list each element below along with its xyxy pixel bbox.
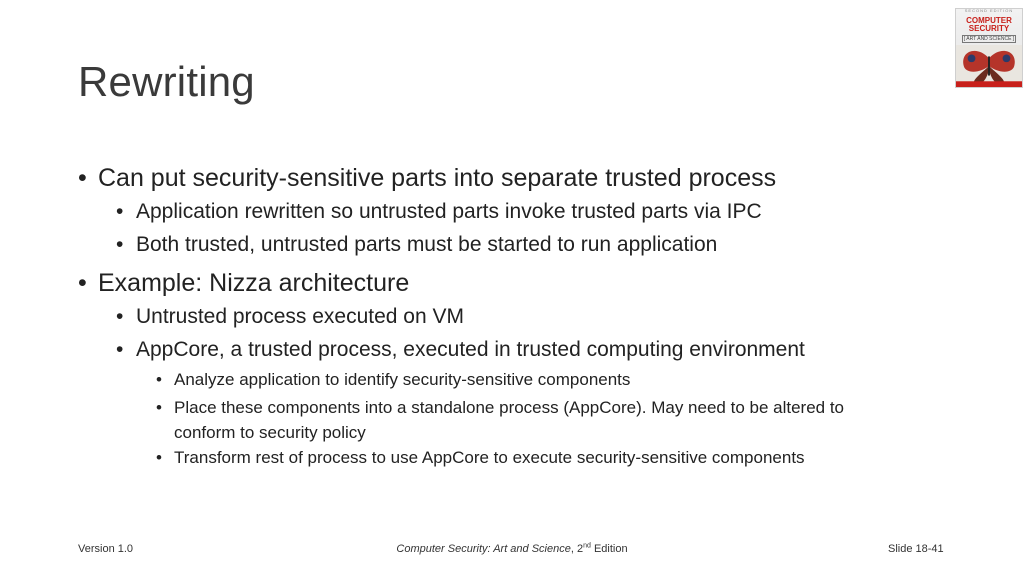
footer-version: Version 1.0 xyxy=(78,543,134,555)
bullet-level2: • Both trusted, untrusted parts must be started to run application xyxy=(78,228,978,261)
cover-title-line2: SECURITY xyxy=(968,24,1010,33)
book-cover-image xyxy=(955,8,1023,88)
footer-edition-prefix: , 2 xyxy=(570,543,584,555)
footer-edition-suffix: Edition xyxy=(590,543,628,555)
cover-edition-tag: SECOND EDITION xyxy=(964,8,1014,13)
cover-title-line1: COMPUTER xyxy=(966,16,1012,25)
footer-edition-sup: nd xyxy=(583,542,591,550)
slide-title: Rewriting xyxy=(78,58,255,105)
bullet-level2: • Untrusted process executed on VM xyxy=(78,300,978,333)
footer-slide-number: Slide 18-41 xyxy=(888,543,944,555)
footer-book-citation xyxy=(0,543,1024,555)
footer-book-title: Computer Security: Art and Science xyxy=(396,543,571,555)
bullet-level3-line: • Place these components into a standalone process (AppCore). May need to be altered to xyxy=(174,398,845,417)
bullet-level3-line: conform to security policy xyxy=(174,423,366,442)
cover-title xyxy=(956,17,1022,33)
bullet-level2: • Application rewritten so untrusted parts invoke trusted parts via IPC xyxy=(78,195,978,228)
bullet-level1: • Can put security-sensitive parts into separate trusted process xyxy=(78,162,978,195)
bullet-level3 xyxy=(78,394,978,444)
slide-body xyxy=(78,156,978,472)
bullet-level3: • Analyze application to identify security-sensitive components xyxy=(78,366,978,394)
bullet-level3: • Transform rest of process to use AppCore to execute security-sensitive components xyxy=(78,444,978,472)
bullet-level1: • Example: Nizza architecture xyxy=(78,267,978,300)
bullet-level2: • AppCore, a trusted process, executed in trusted computing environment xyxy=(78,333,978,366)
cover-butterfly-art xyxy=(956,45,1022,87)
cover-subtitle: [ ART AND SCIENCE ] xyxy=(963,36,1015,42)
